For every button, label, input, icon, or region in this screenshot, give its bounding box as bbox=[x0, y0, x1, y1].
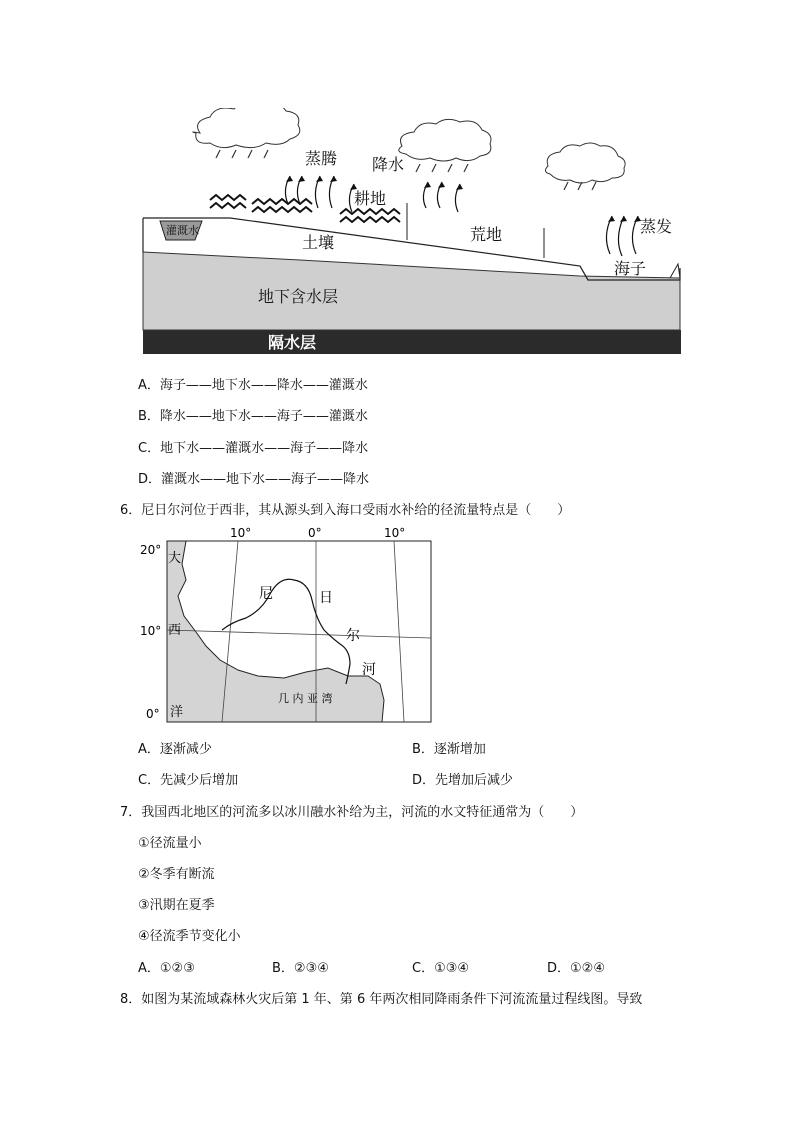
label-soil: 土壤 bbox=[302, 233, 335, 252]
q6-option-c: C．先减少后增加 bbox=[138, 773, 239, 788]
label-aquifer: 地下含水层 bbox=[258, 287, 339, 306]
label-wasteland: 荒地 bbox=[470, 225, 503, 244]
svg-text:日: 日 bbox=[319, 590, 333, 606]
label-evaporation: 蒸发 bbox=[640, 217, 673, 236]
cloud-left bbox=[193, 108, 300, 148]
label-aquiclude: 隔水层 bbox=[268, 333, 317, 352]
niger-river-map bbox=[138, 524, 438, 726]
svg-text:河: 河 bbox=[362, 662, 376, 678]
q7-option-c: C．①③④ bbox=[412, 961, 470, 976]
label-lake: 海子 bbox=[614, 259, 647, 278]
svg-text:尼: 尼 bbox=[259, 586, 273, 602]
q7-option-d: D．①②④ bbox=[547, 961, 605, 976]
svg-text:0°: 0° bbox=[146, 707, 160, 721]
label-farmland: 耕地 bbox=[354, 189, 387, 208]
q7-option-a: A．①②③ bbox=[138, 961, 195, 976]
svg-text:尔: 尔 bbox=[346, 628, 360, 644]
q5-option-c: C．地下水——灌溉水——海子——降水 bbox=[138, 441, 369, 456]
svg-text:几 内 亚 湾: 几 内 亚 湾 bbox=[278, 692, 333, 705]
q6-stem: 6．尼日尔河位于西非，其从源头到入海口受雨水补给的径流量特点是（ ） bbox=[120, 503, 571, 518]
q5-option-b: B．降水——地下水——海子——灌溉水 bbox=[138, 409, 368, 424]
q5-option-a: A．海子——地下水——降水——灌溉水 bbox=[138, 378, 368, 393]
q6-option-b: B．逐渐增加 bbox=[412, 742, 486, 757]
svg-text:10°: 10° bbox=[140, 624, 162, 638]
q7-item-4: ④径流季节变化小 bbox=[138, 929, 241, 944]
q7-item-2: ②冬季有断流 bbox=[138, 867, 215, 882]
aquiclude-layer bbox=[143, 330, 681, 354]
q7-item-3: ③汛期在夏季 bbox=[138, 898, 215, 913]
svg-text:20°: 20° bbox=[140, 543, 162, 557]
svg-text:10°: 10° bbox=[384, 526, 406, 540]
svg-text:0°: 0° bbox=[308, 526, 322, 540]
label-transpiration: 蒸腾 bbox=[305, 149, 338, 168]
svg-text:西: 西 bbox=[168, 623, 182, 638]
cloud-middle bbox=[399, 119, 491, 161]
svg-text:10°: 10° bbox=[230, 526, 252, 540]
water-cycle-figure bbox=[140, 108, 685, 358]
q6-option-a: A．逐渐减少 bbox=[138, 742, 212, 757]
cloud-right bbox=[545, 143, 625, 183]
aquifer-layer bbox=[143, 252, 680, 330]
label-irrigation: 灌溉水 bbox=[166, 224, 199, 237]
q8-stem: 8．如图为某流域森林火灾后第 1 年、第 6 年两次相同降雨条件下河流流量过程线图。导致 bbox=[120, 992, 643, 1007]
q7-item-1: ①径流量小 bbox=[138, 836, 202, 851]
q7-stem: 7．我国西北地区的河流多以冰川融水补给为主，河流的水文特征通常为（ ） bbox=[120, 805, 584, 820]
rain-icon bbox=[216, 150, 596, 190]
svg-text:大: 大 bbox=[168, 551, 182, 566]
q7-option-b: B．②③④ bbox=[272, 961, 329, 976]
svg-text:洋: 洋 bbox=[170, 705, 184, 720]
q5-option-d: D．灌溉水——地下水——海子——降水 bbox=[138, 472, 370, 487]
q6-option-d: D．先增加后减少 bbox=[412, 773, 514, 788]
label-precipitation: 降水 bbox=[372, 155, 405, 174]
